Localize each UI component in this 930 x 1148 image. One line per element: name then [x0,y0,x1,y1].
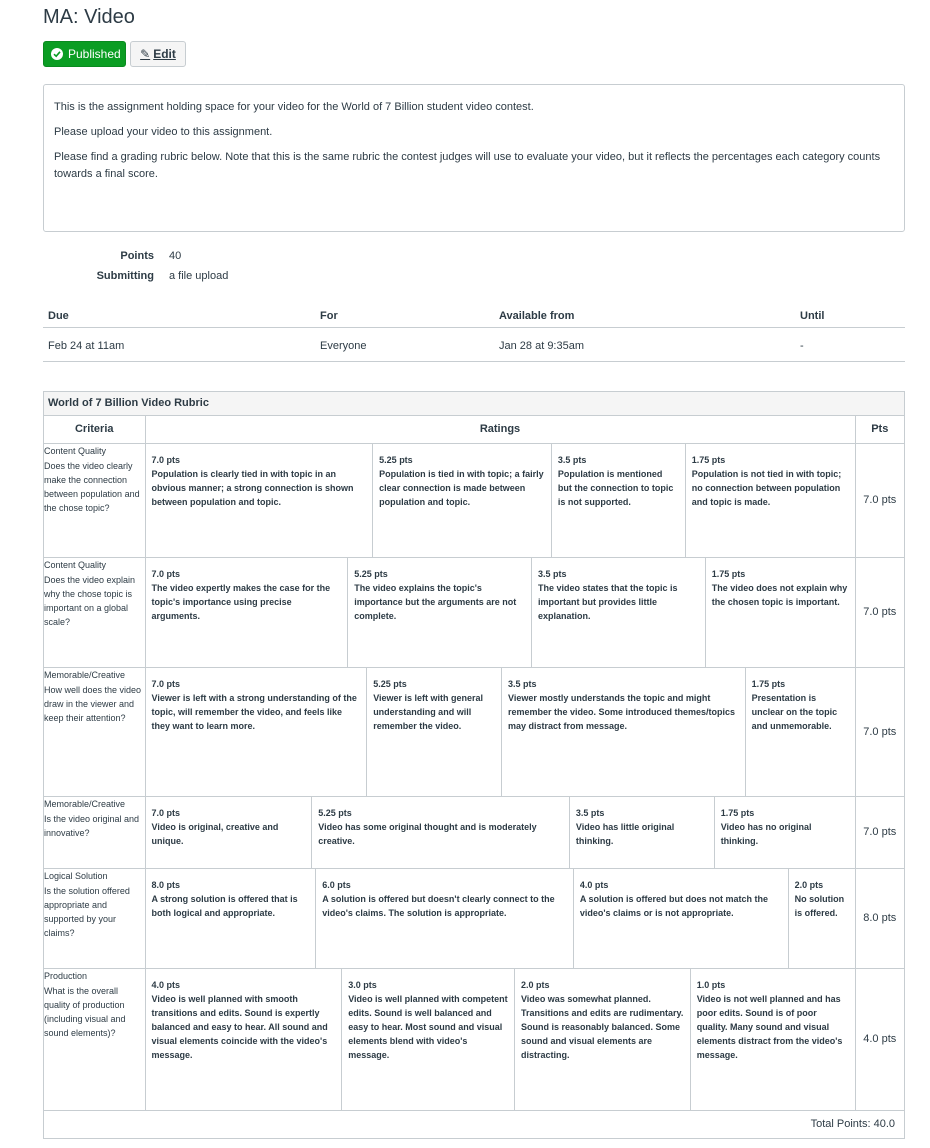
rating[interactable] [746,668,855,796]
rating-description: Video is not well planned and has poor edits. Sound is of poor quality. Many sound and visual elements distract from the video's message. [696,993,843,1060]
rating-description: A solution is offered but does not match the video's claims or is not appropriate. [579,893,769,918]
ratings-cell [145,796,855,868]
rating-points: 7.0 pts [151,568,181,579]
assignment-description [43,84,905,232]
due-value: Feb 24 at 11am [48,340,125,352]
ratings-cell [145,443,855,557]
ratings-cell [145,868,855,968]
description-paragraph: Please find a grading rubric below. Note that this is the same rubric the contest judges will use to evaluate your video, but it reflects the percentages each category counts towards a final score. [54,151,881,180]
criterion-description: Does the video explain why the chose topic is important on a global scale? [44,574,136,627]
rating-description: Population is tied in with topic; a fairly clear connection is made between population and topic. [379,468,544,507]
check-circle-icon [51,48,63,60]
rating-description: Viewer is left with a strong understanding of the topic, will remember the video, and feels like they want to learn more. [151,692,357,731]
rating-points: 3.5 pts [575,807,605,818]
rating[interactable] [532,558,706,667]
rubric-table [44,416,904,1111]
rating[interactable] [552,444,686,557]
pencil-icon: ✎ [140,47,151,61]
criterion-row [44,443,904,557]
rating[interactable] [502,668,746,796]
criterion-row [44,796,904,868]
criterion-row [44,868,904,968]
rating-points: 7.0 pts [151,678,181,689]
rating-points: 1.75 pts [720,807,755,818]
criterion-description: Does the video clearly make the connection between population and the chose topic? [44,460,140,513]
rating[interactable] [312,797,570,868]
rating[interactable] [146,969,343,1110]
rating-description: Presentation is unclear on the topic and unmemorable. [751,692,838,731]
dates-table [43,306,905,362]
rating[interactable] [146,668,368,796]
rating[interactable] [373,444,552,557]
dates-header-row [43,306,905,328]
criterion-points: 8.0 pts [855,868,904,968]
criterion-description: Is the solution offered appropriate and supported by your claims? [44,885,130,938]
criterion-name: Content Quality [44,445,107,456]
rating[interactable] [348,558,532,667]
rating-description: Video is well planned with smooth transitions and edits. Sound is expertly balanced and easy to hear. All sound and visual elements coincide with the video's message. [151,993,328,1060]
criterion-name: Memorable/Creative [44,669,126,680]
rating-description: Video has no original thinking. [720,821,812,846]
rating-points: 3.5 pts [557,454,587,465]
rating-description: Viewer is left with general understanding and will remember the video. [373,692,484,731]
rating-points: 1.75 pts [751,678,786,689]
criterion-name: Logical Solution [44,870,108,881]
rating-description: Video was somewhat planned. Transitions and edits are rudimentary. Sound is reasonably balanced. Some sound and visual elements are distracting. [520,993,684,1060]
rating-description: Video has some original thought and is moderately creative. [318,821,537,846]
submitting-value: a file upload [169,270,229,282]
rating[interactable] [691,969,855,1110]
criterion-description: Is the video original and innovative? [44,813,140,838]
criterion-description: What is the overall quality of production (including visual and sound elements)? [44,985,126,1038]
ratings-cell [145,667,855,796]
rating-description: Video is well planned with competent edits. Sound is well balanced and easy to hear. Most sound and visual elements blend with video's message. [348,993,508,1060]
rating-points: 6.0 pts [322,879,351,890]
criterion-cell [44,968,145,1110]
rating-description: Video has little original thinking. [575,821,675,846]
total-points: Total Points: 40.0 [810,1117,895,1130]
points-label: Points [120,250,154,262]
rating-description: Population is clearly tied in with topic in an obvious manner; a strong connection is shown between population and topic. [151,468,354,507]
rating[interactable] [146,444,374,557]
rating-description: A solution is offered but doesn't clearly connect to the video's claims. The solution is appropriate. [322,893,555,918]
submitting-label: Submitting [96,270,154,282]
rating[interactable] [570,797,715,868]
rating-points: 7.0 pts [151,454,181,465]
criterion-cell [44,796,145,868]
rating[interactable] [706,558,855,667]
rating-description: The video expertly makes the case for the topic's importance using precise arguments. [151,582,331,621]
rating[interactable] [146,558,349,667]
rating[interactable] [715,797,855,868]
criterion-cell [44,868,145,968]
rating[interactable] [146,869,317,968]
criterion-points: 7.0 pts [855,557,904,667]
until-value: - [800,340,804,352]
rating-points: 4.0 pts [579,879,609,890]
rating-points: 8.0 pts [151,879,181,890]
rating[interactable] [515,969,691,1110]
rating-points: 5.25 pts [318,807,352,818]
rating[interactable] [367,668,502,796]
rating[interactable] [146,797,313,868]
rating-description: Population is mentioned but the connection to topic is not supported. [557,468,674,507]
published-label: Published [68,47,121,61]
criterion-cell [44,667,145,796]
rating[interactable] [574,869,789,968]
criterion-name: Production [44,970,88,981]
edit-label: Edit [153,47,176,61]
available-from-header: Available from [499,310,575,322]
rating-points: 5.25 pts [354,568,388,579]
rating-points: 3.5 pts [508,678,537,689]
rating-points: 2.0 pts [794,879,824,890]
rating-description: No solution is offered. [794,893,845,918]
rating[interactable] [686,444,855,557]
criterion-name: Content Quality [44,559,107,570]
for-value: Everyone [320,340,367,352]
until-header: Until [800,310,825,322]
for-header: For [320,310,338,322]
dates-row [43,328,905,362]
rating-points: 5.25 pts [379,454,413,465]
rating-description: The video does not explain why the chosen topic is important. [711,582,848,607]
due-header: Due [48,310,69,322]
criterion-cell [44,443,145,557]
rating-points: 2.0 pts [520,979,550,990]
criterion-name: Memorable/Creative [44,798,126,809]
rating-description: Video is original, creative and unique. [151,821,279,846]
criterion-points: 7.0 pts [855,667,904,796]
rating[interactable] [342,969,515,1110]
ratings-header: Ratings [145,416,855,443]
rating[interactable] [789,869,855,968]
pts-header: Pts [855,416,904,443]
criteria-header: Criteria [44,416,145,443]
criterion-row [44,667,904,796]
criterion-points: 7.0 pts [855,796,904,868]
rating[interactable] [316,869,574,968]
rating-description: Population is not tied in with topic; no connection between population and topic is made. [691,468,842,507]
description-paragraph: Please upload your video to this assignment. [54,126,273,138]
ratings-cell [145,968,855,1110]
rating-points: 1.75 pts [691,454,726,465]
criterion-row [44,968,904,1110]
rating-description: Viewer mostly understands the topic and might remember the video. Some introduced themes/topics may distract from message. [508,692,736,731]
edit-button[interactable] [130,41,186,67]
page-title: MA: Video [43,6,135,28]
rating-description: A strong solution is offered that is both logical and appropriate. [151,893,298,918]
rating-points: 7.0 pts [151,807,181,818]
criterion-row [44,557,904,667]
criterion-points: 7.0 pts [855,443,904,557]
criterion-description: How well does the video draw in the viewer and keep their attention? [44,684,142,723]
available-from-value: Jan 28 at 9:35am [499,340,585,352]
rating-points: 3.0 pts [348,979,377,990]
criterion-points: 4.0 pts [855,968,904,1110]
rating-points: 5.25 pts [373,678,407,689]
rating-points: 4.0 pts [151,979,181,990]
criterion-cell [44,557,145,667]
rating-points: 1.0 pts [696,979,726,990]
published-button[interactable] [43,41,126,67]
ratings-cell [145,557,855,667]
rating-points: 1.75 pts [711,568,746,579]
rating-description: The video states that the topic is important but provides little explanation. [537,582,678,621]
description-paragraph: This is the assignment holding space for your video for the World of 7 Billion student video contest. [54,101,534,113]
rubric-title: World of 7 Billion Video Rubric [44,392,904,416]
rating-points: 3.5 pts [537,568,567,579]
rating-description: The video explains the topic's importance but the arguments are not complete. [354,582,517,621]
points-value: 40 [169,250,182,262]
rubric [43,391,905,1139]
